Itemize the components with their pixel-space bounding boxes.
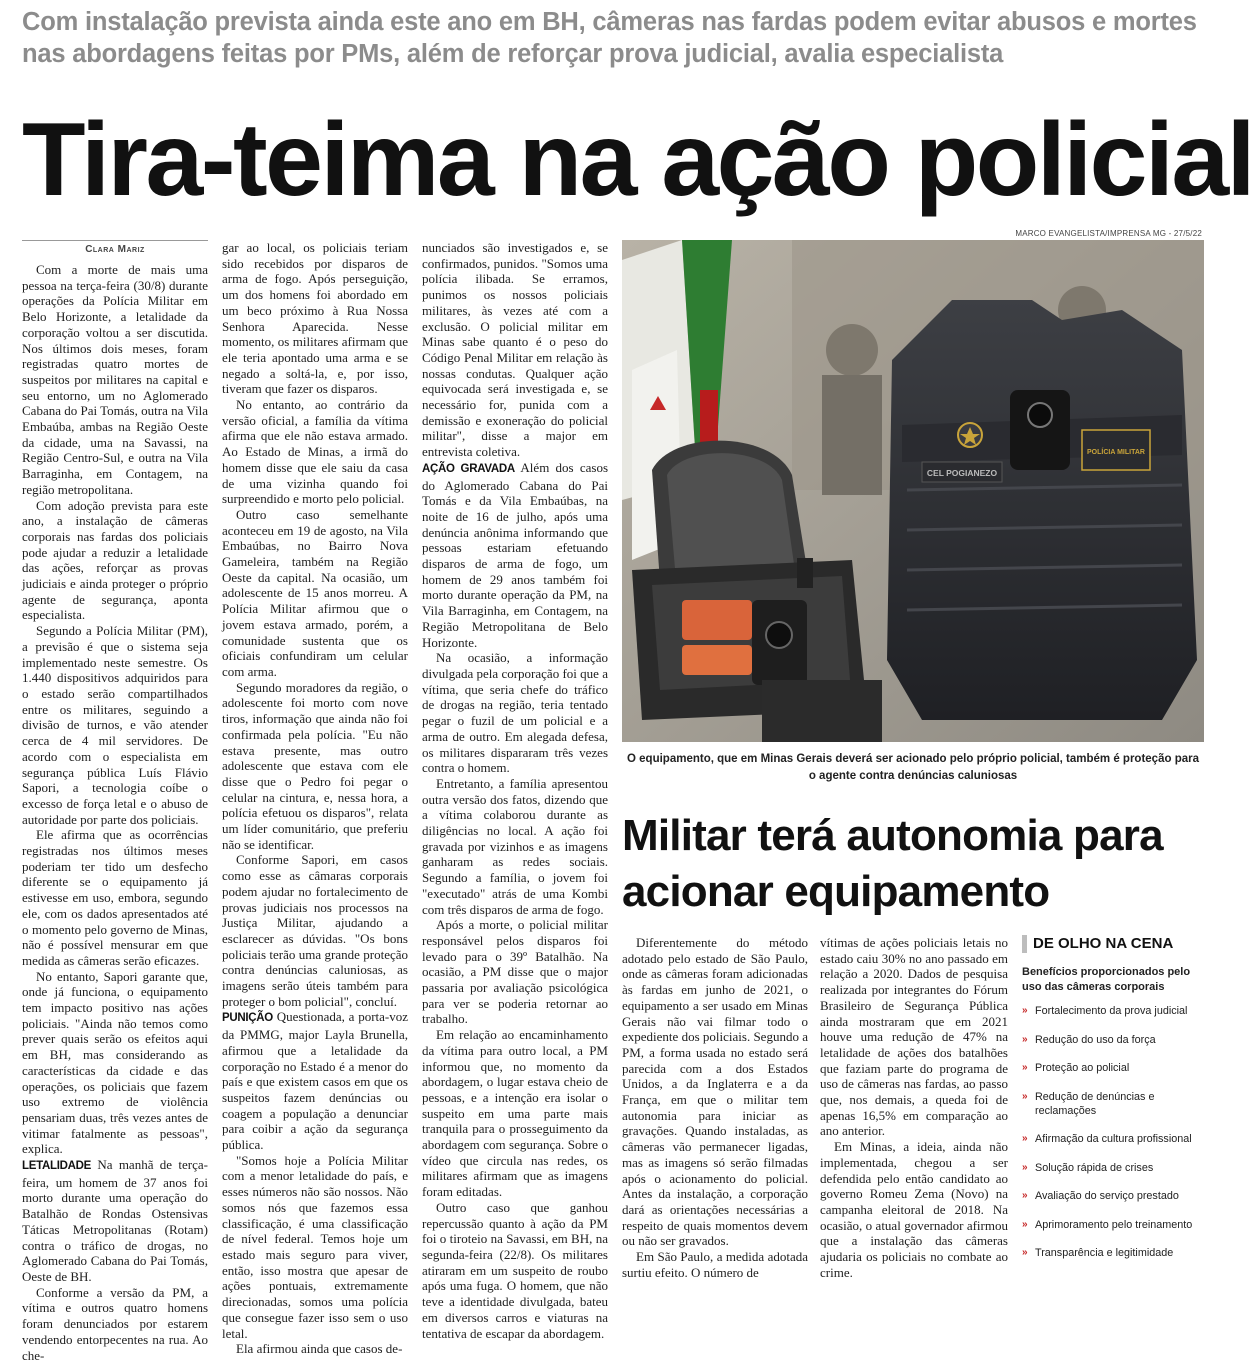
list-item: » Transparência e legitimidade — [1022, 1247, 1174, 1259]
arrow-icon: » — [1022, 1090, 1028, 1102]
arrow-icon: » — [1022, 1133, 1028, 1144]
paragraph: Diferentemente do método adotado pelo estado de São Paulo, onde as câmeras foram adicionadas às fardas em junho de 2021, o equipamento a ser usado em Minas Gerais não vai filmar todo o expediente dos policiais. Segundo a PM, a forma usada no estado será parecida com a dos Estados Unidos, a da Inglaterra e a da França, em que o militar tem autonomia para iniciar as gravações. Quando instaladas, as câmeras vão permanecer ligadas, mas as imagens só serão filmadas após o acionamento do policial. Antes da instalação, a corporação dará as orientações necessárias a respeito de quais momentos devem ou não ser gravados. — [622, 935, 808, 1249]
paragraph: Ele afirma que as ocorrências registradas nos últimos meses poderiam ter tido um desfecho diferente se o equipamento já estivesse em uso, embora, segundo ele, com os dados apresentados até o momento pelo governo de Minas, não é possível mensurar em que medida as câmeras serão eficazes. — [22, 827, 208, 968]
sidebar-title: DE OLHO NA CENA — [1022, 935, 1210, 953]
paragraph: Segundo a Polícia Militar (PM), a previsão é que o sistema seja implementado neste semestre. Os 1.440 dispositivos adquiridos para o estado serão compartilhados entre os militares, seguindo a divisão de turnos, e vão atender cerca de 4 mil servidores. De acordo com o especialista em segurança pública Luís Flávio Sapori, a tecnologia coíbe o excesso de força letal e o abuso de autoridade por parte dos policiais. — [22, 623, 208, 827]
paragraph: Conforme Sapori, em casos como esse as câmaras corporais podem ajudar no fortalecimento de provas judiciais nos processos na Justiça Militar, ajudando a esclarecer as dúvidas. "Os bons policiais terão uma grande proteção contra denúncias caluniosas, as imagens serão úteis também para proteger o bom policial", concluí. — [222, 852, 408, 1009]
sidebar-intro: Benefícios proporcionados pelo uso das câmeras corporais — [1022, 966, 1191, 993]
second-column-2 — [820, 935, 1008, 1300]
arrow-icon: » — [1022, 1218, 1028, 1230]
benefits-list — [1022, 1004, 1210, 1260]
paragraph: Com adoção prevista para este ano, a instalação de câmeras corporais nas fardas dos policiais pode ajudar a reduzir a letalidade das ações, reforçar as provas judiciais e ainda proteger o próprio agente de segurança, aponta especialista. — [22, 497, 208, 623]
paragraph: No entanto, Sapori garante que, onde já funciona, o equipamento tem impacto positivo nas ações policiais. "Ainda não temos como prever quais serão os efeitos aqui em BH, mas considerando as características da cidade e das operações, os policiais que fazem uso extremo de violência pensariam duas, três vezes antes de vitimar fatalmente as pessoas", explica. — [22, 968, 208, 1157]
paragraph: Após a morte, o policial militar responsável pelos disparos foi levado para o 39º Batalhão. Na ocasião, a PM disse que o major passaria por avaliação psicológica para ver se poderia retornar ao trabalho. — [422, 917, 608, 1027]
paragraph: Ela afirmou ainda que casos de- — [236, 1341, 403, 1357]
list-item: » Fortalecimento da prova judicial — [1022, 1005, 1188, 1017]
paragraph: gar ao local, os policiais teriam sido recebidos por disparos de arma de fogo. Após perseguição, um dos homens foi abordado em um beco próximo à Rua Nossa Senhora Aparecida. Nesse momento, os militares afirmam que ele teria apontado uma arma e se negado a soltá-la, e, por isso, tiveram que fazer os disparos. — [222, 240, 408, 397]
second-column-1 — [622, 935, 808, 1300]
paragraph: Conforme a versão da PM, a vítima e outros quatro homens foram denunciados por estarem vendendo entorpecentes na rua. Ao che- — [22, 1284, 208, 1363]
subhead-paragraph — [222, 1009, 408, 1152]
arrow-icon: » — [1022, 1005, 1028, 1016]
paragraph: Em Minas, a ideia, ainda não implementada, chegou a ser defendida pelo então candidato ao governo Romeu Zema (Novo) na campanha eleitoral de 2018. Na ocasião, o atual governador afirmou que a instalação das câmeras ajudaria os policiais no combate ao crime. — [820, 1139, 1008, 1280]
sidebar-box — [1022, 935, 1210, 1300]
paragraph: Em relação ao encaminhamento da vítima para outro local, a PM informou que, no momento da abordagem, o lugar estava cheio de pessoas, e a intenção era isolar o suspeito em uma parte mais tranquila para o prosseguimento da abordagem com segurança. Sobre o vídeo que circula nas redes, os militares afirmam que as imagens foram editadas. — [422, 1027, 608, 1200]
paragraph: Na ocasião, a informação divulgada pela corporação foi que a vítima, que seria chefe do tráfico de drogas na região, teria tentado pegar o fuzil de um policial e a arma de outro. Em alegada defesa, os militares dispararam três vezes contra o homem. — [422, 650, 608, 776]
photo-name-patch: CEL POGIANEZO — [926, 468, 998, 478]
byline — [22, 240, 208, 255]
article-column-1 — [22, 262, 208, 1363]
arrow-icon: » — [1022, 1161, 1028, 1173]
subhead-letalidade: LETALIDADE — [22, 1160, 91, 1173]
paragraph: Segundo moradores da região, o adolescente foi morto com nove tiros, informação que ainda não foi confirmada pela polícia. "Eu não estava presente, mas outro adolescente que estava com ele disse que o Pedro foi pegar o celular na cintura, e, nessa hora, a polícia efetuou os disparos", relata um líder comunitário, que preferiu não se identificar. — [222, 679, 408, 852]
byline-name: Clara Mariz — [85, 244, 145, 255]
subhead-punicao: PUNIÇÃO — [222, 1012, 273, 1025]
article-column-2 — [222, 240, 408, 1357]
list-item: » Aprimoramento pelo treinamento — [1022, 1218, 1193, 1231]
paragraph: Outro caso que ganhou repercussão quanto à ação da PM foi o tiroteio na Savassi, em BH, na segunda-feira (22/8). Os militares atiraram em um suspeito de roubo após uma fuga. O homem, que não teve a identidade divulgada, bateu em diversos carros e viaturas na tentativa de escapar da abordagem. — [422, 1199, 608, 1341]
subhead-text: Questionada, a porta-voz da PMMG, major Layla Brunella, afirmou que a letalidade da corporação no Estado é a menor do país e que existem casos em que os suspeitos fazem denúncias ou coagem a população a denunciar para coibir a ação da segurança pública. — [222, 1009, 408, 1153]
second-headline: Militar terá autonomia para acionar equipamento — [622, 811, 1163, 916]
list-item: » Avaliação do serviço prestado — [1022, 1190, 1179, 1202]
photo-body-camera-vest — [622, 240, 1204, 742]
photo-unit-patch: POLÍCIA MILITAR — [1087, 449, 1145, 456]
arrow-icon: » — [1022, 1247, 1028, 1258]
list-item: » Solução rápida de crises — [1022, 1161, 1154, 1174]
photo-credit: MARCO EVANGELISTA/IMPRENSA MG - 27/5/22 — [1015, 229, 1202, 238]
arrow-icon: » — [1022, 1062, 1028, 1073]
kicker: Com instalação prevista ainda este ano em BH, câmeras nas fardas podem evitar abusos e mortes nas abordagens feitas por PMs, além de reforçar prova judicial, avalia especialista — [22, 8, 1197, 68]
photo-illustration — [622, 240, 1204, 742]
article-column-3 — [422, 240, 608, 1341]
paragraph: Entretanto, a família apresentou outra versão dos fatos, dizendo que a vítima colaborou durante as diligências no local. A ação foi gravada por vizinhos e as imagens ganharam as redes sociais. Segundo a família, o jovem foi "executado" atrás de uma Kombi com três disparos de arma de fogo. — [422, 775, 608, 917]
arrow-icon: » — [1022, 1033, 1028, 1045]
subhead-acao-gravada: AÇÃO GRAVADA — [422, 462, 515, 475]
headline: Tira-teima na ação policial — [22, 102, 1253, 218]
paragraph: vítimas de ações policiais letais no estado caiu 30% no ano passado em relação a 2020. Dados de pesquisa realizada por integrantes do Fórum Brasileiro de Segurança Pública ainda mostraram que em 2021 houve uma redução de 47% na letalidade de ações dos batalhões que faziam parte do programa de uso de câmeras nas fardas, ao passo que, nos demais, a queda foi de apenas 16,5% em comparação ao ano anterior. — [820, 935, 1008, 1139]
list-item: » Proteção ao policial — [1022, 1062, 1130, 1074]
arrow-icon: » — [1022, 1190, 1028, 1201]
paragraph: Em São Paulo, a medida adotada surtiu efeito. O número de — [622, 1249, 808, 1280]
paragraph: No entanto, ao contrário da versão oficial, a família da vítima afirma que ele não estava armado. Ao Estado de Minas, a irmã do homem disse que ele saiu da casa de uma vizinha quando foi surpreendido e morto pelo policial. — [222, 397, 408, 507]
list-item: » Redução do uso da força — [1022, 1033, 1156, 1046]
subhead-text: Além dos casos do Aglomerado Cabana do Pai Tomás e da Vila Embaúbas, na noite de 16 de julho, após uma denúncia anônima informando que pessoas estariam efetuando disparos de arma de fogo, um homem de 29 anos também foi morto durante operação da PM, na Vila Barraginha, em Contagem, na Região Metropolitana de Belo Horizonte. — [422, 459, 608, 650]
subhead-text: Na manhã de terça-feira, um homem de 37 anos foi morto durante uma operação do Batalhão de Rondas Ostensivas Táticas Metropolitanas (Rotam) contra o tráfico de drogas, no Aglomerado Cabana do Pai Tomás, Oeste de BH. — [22, 1157, 208, 1284]
subhead-paragraph — [422, 460, 608, 650]
list-item: » Redução de denúncias e reclamações — [1022, 1090, 1155, 1117]
paragraph: nunciados são investigados e, se confirmados, punidos. "Somos uma polícia ilibada. Se erramos, punimos os nossos policiais militares, às vezes até com a exclusão. O policial militar em Minas sabe quanto é o peso do Código Penal Militar em relação às nossas condutas. Qualquer ação equivocada será investigada e, se necessário for, punida com a demissão e exoneração do policial militar", disse a major em entrevista coletiva. — [422, 240, 608, 460]
subhead-paragraph — [22, 1157, 208, 1285]
photo-caption: O equipamento, que em Minas Gerais deverá ser acionado pelo próprio policial, também é proteção para o agente contra denúncias caluniosas — [627, 753, 1199, 782]
list-item: » Afirmação da cultura profissional — [1022, 1133, 1192, 1145]
paragraph: Com a morte de mais uma pessoa na terça-feira (30/8) durante operações da Polícia Militar em Belo Horizonte, a letalidade da corporação voltou a ser discutida. Nos últimos dois meses, foram registradas quatro mortes de suspeitos por militares na capital e seu entorno, um no Aglomerado Cabana do Pai Tomás, outra na Vila Embaúba, ambas na Região Oeste da cidade, uma na Savassi, na Região Centro-Sul, e outra na Vila Barraginha, em Contagem, na região metropolitana. — [22, 262, 208, 497]
paragraph: Outro caso semelhante aconteceu em 19 de agosto, na Vila Embaúbas, no Bairro Nova Gameleira, também na Região Oeste da capital. Na ocasião, um adolescente de 15 anos morreu. A Polícia Militar afirmou que o jovem estava armado, porém, a comunidade sustenta que os oficiais confundiram um celular com arma. — [222, 506, 408, 679]
paragraph: "Somos hoje a Polícia Militar com a menor letalidade do país, e esses números não são nossos. Não somos nós que fazemos essa classificação, é uma classificação de nível federal. Temos hoje um estado mais seguro para viver, então, isso mostra que apesar de ações pontuais, extremamente direcionadas, somos uma polícia que consegue fazer isso sem o uso letal. — [222, 1152, 408, 1341]
